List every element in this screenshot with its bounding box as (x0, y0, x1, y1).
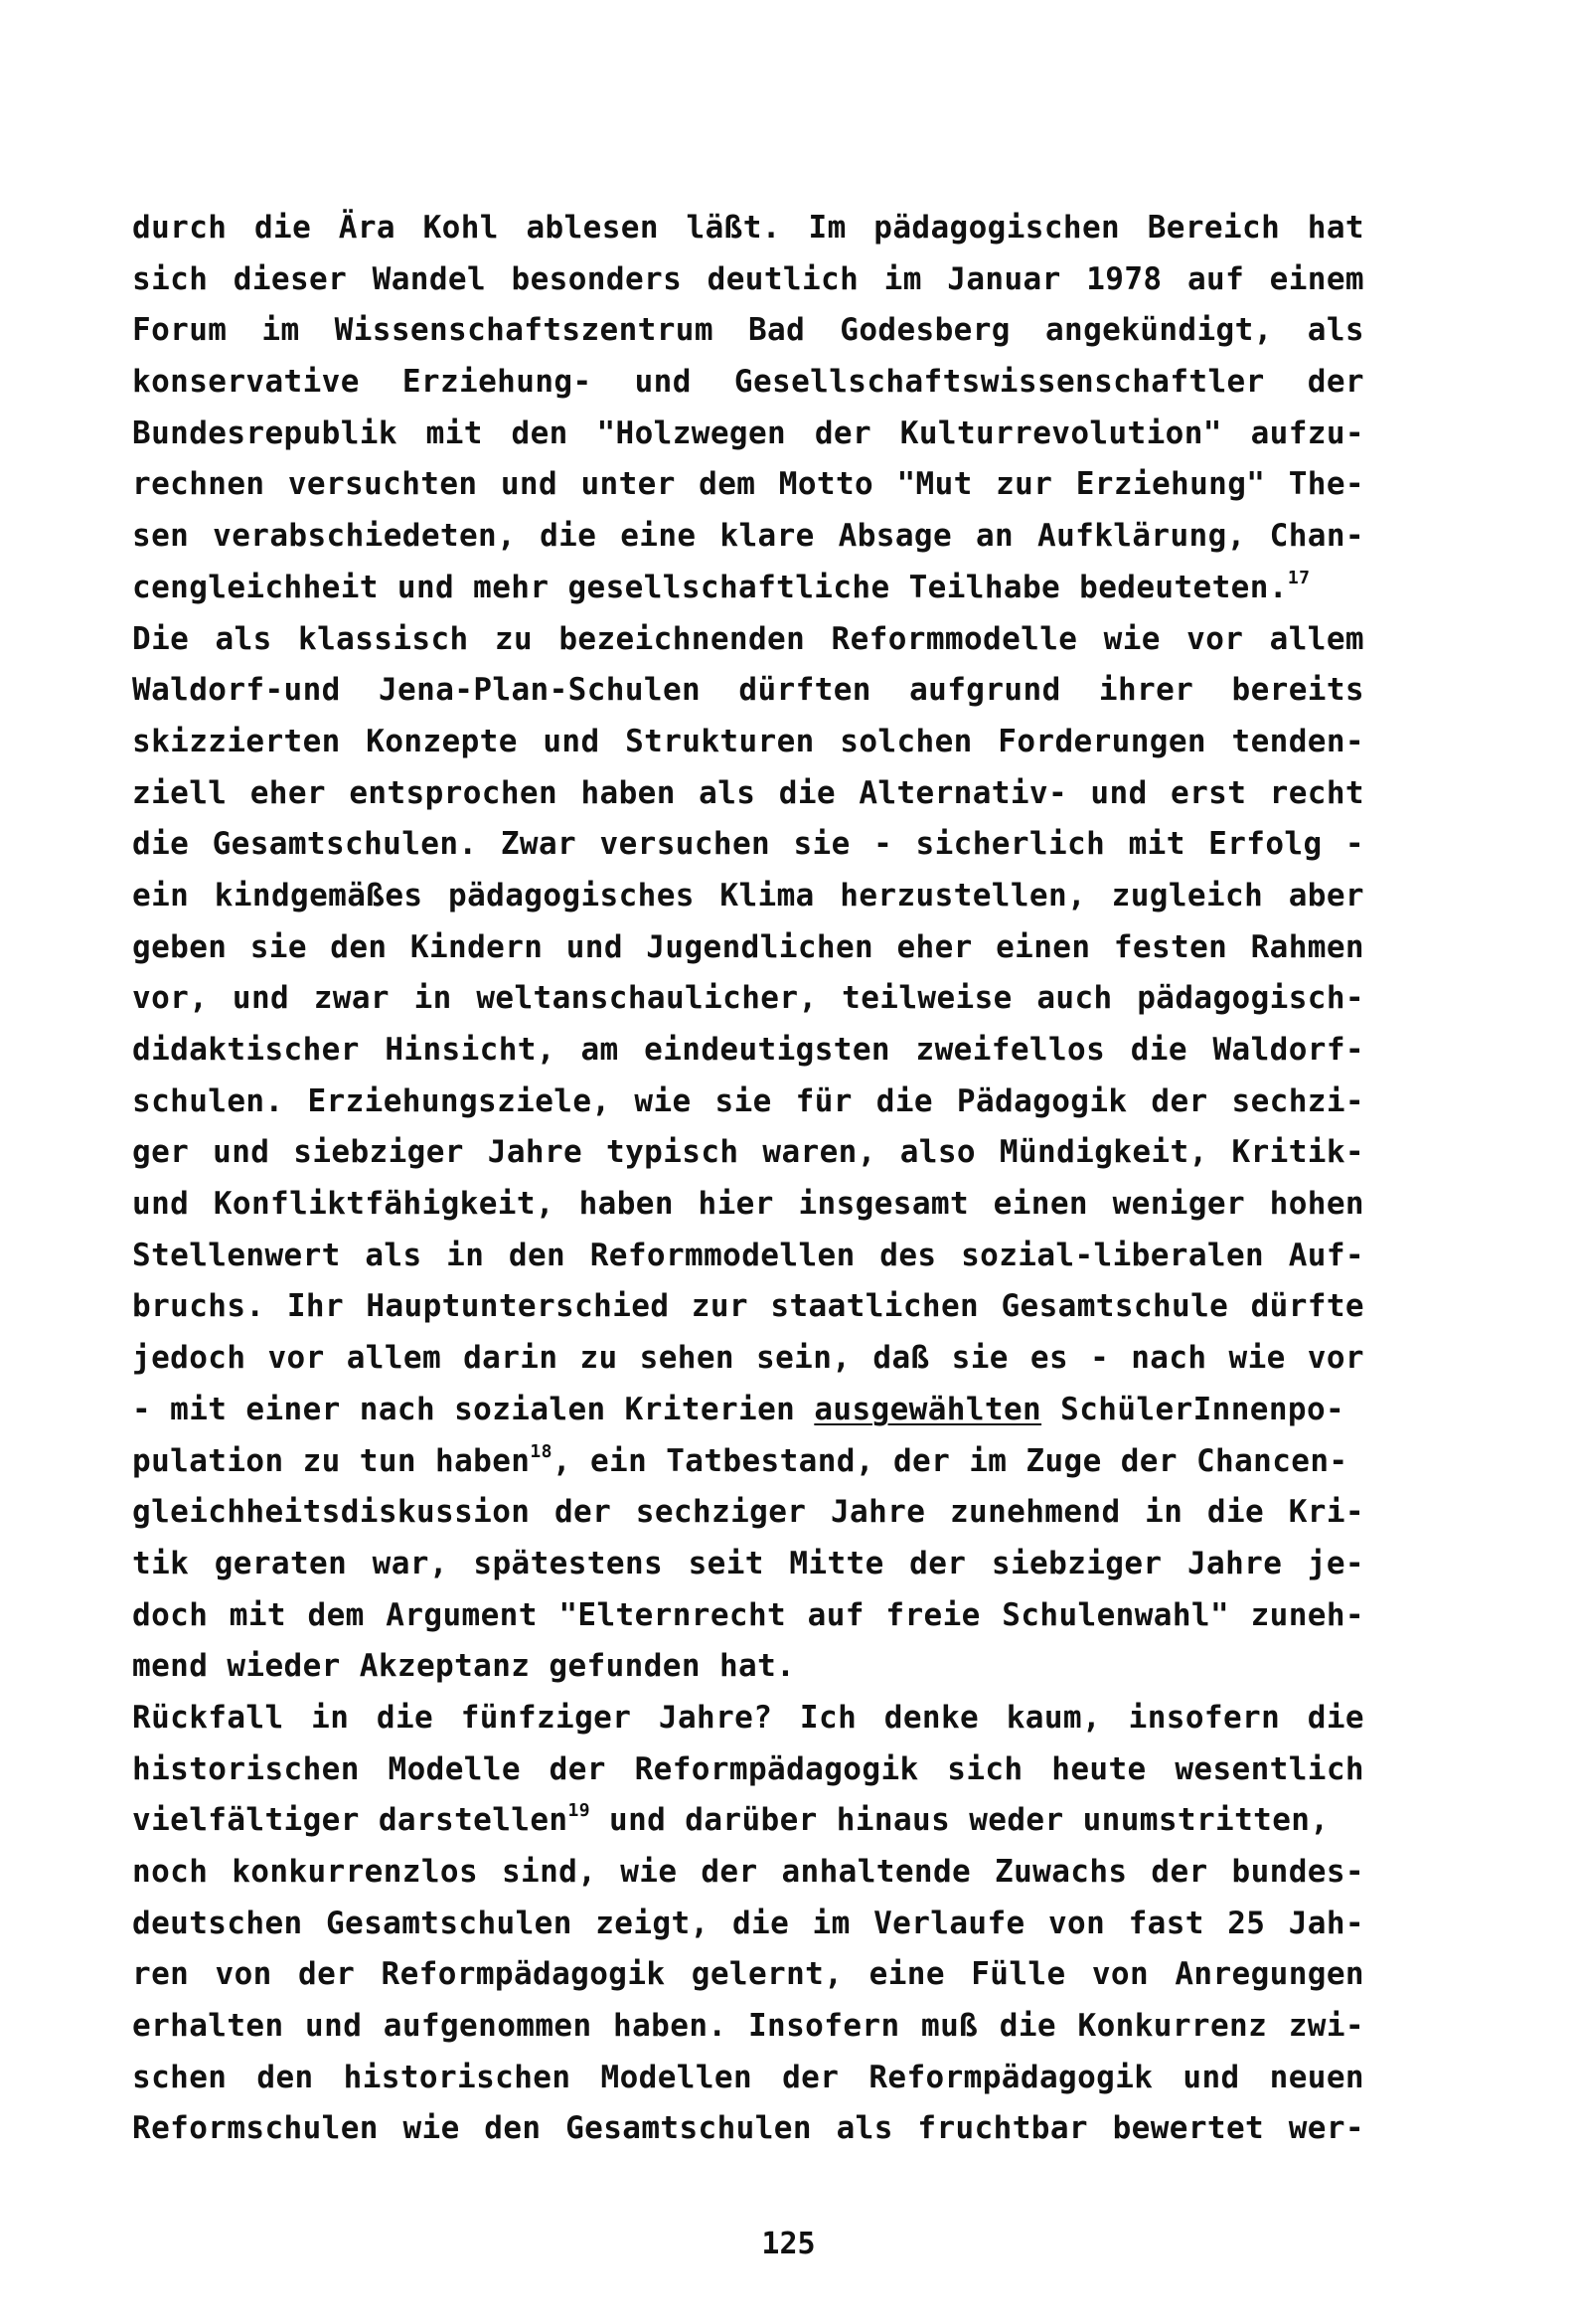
text-line-content: und darüber hinaus weder unumstritten, (589, 1802, 1330, 1839)
text-line: die Gesamtschulen. Zwar versuchen sie - sicherlich mit Erfolg - (132, 826, 1364, 863)
underlined-word: ausgewählten (814, 1391, 1042, 1427)
text-line: Die als klassisch zu bezeichnenden Reformmodelle wie vor allem (132, 620, 1364, 657)
text-line: ren von der Reformpädagogik gelernt, eine Fülle von Anregungen (132, 1956, 1364, 1993)
text-line: erhalten und aufgenommen haben. Insofern muß die Konkurrenz zwi- (132, 2008, 1364, 2045)
text-line: jedoch vor allem darin zu sehen sein, daß sie es - nach wie vor (132, 1340, 1364, 1377)
text-line: bruchs. Ihr Hauptunterschied zur staatlichen Gesamtschule dürfte (132, 1288, 1364, 1325)
body-text (132, 203, 1364, 2155)
text-line (132, 1385, 1364, 1436)
text-line: Rückfall in die fünfziger Jahre? Ich denke kaum, insofern die (132, 1699, 1364, 1736)
text-line: noch konkurrenzlos sind, wie der anhaltende Zuwachs der bundes- (132, 1854, 1364, 1890)
text-line: Stellenwert als in den Reformmodellen des sozial-liberalen Auf- (132, 1237, 1364, 1273)
text-line-content: cengleichheit und mehr gesellschaftliche Teilhabe bedeuteten. (132, 569, 1288, 605)
text-line: skizzierten Konzepte und Strukturen solchen Forderungen tenden- (132, 723, 1364, 759)
page-number: 125 (761, 2227, 816, 2261)
text-line: ziell eher entsprochen haben als die Alternativ- und erst recht (132, 774, 1364, 811)
text-line-content: - mit einer nach sozialen Kriterien (132, 1391, 796, 1427)
text-line: Bundesrepublik mit den "Holzwegen der Kulturrevolution" aufzu- (132, 415, 1364, 451)
text-line: durch die Ära Kohl ablesen läßt. Im pädagogischen Bereich hat (132, 210, 1364, 246)
footnote-marker: 18 (530, 1440, 552, 1462)
text-line: tik geraten war, spätestens seit Mitte der siebziger Jahre je- (132, 1545, 1364, 1581)
text-line: Waldorf-und Jena-Plan-Schulen dürften aufgrund ihrer bereits (132, 672, 1364, 709)
text-line: didaktischer Hinsicht, am eindeutigsten zweifellos die Waldorf- (132, 1032, 1364, 1068)
text-line: Forum im Wissenschaftszentrum Bad Godesberg angekündigt, als (132, 312, 1364, 349)
text-line (132, 563, 1364, 614)
text-line: konservative Erziehung- und Gesellschaftswissenschaftler der (132, 364, 1364, 401)
text-line: Reformschulen wie den Gesamtschulen als fruchtbar bewertet wer- (132, 2110, 1364, 2147)
text-line: gleichheitsdiskussion der sechziger Jahre zunehmend in die Kri- (132, 1494, 1364, 1531)
text-line: sich dieser Wandel besonders deutlich im Januar 1978 auf einem (132, 260, 1364, 297)
text-line: ger und siebziger Jahre typisch waren, also Mündigkeit, Kritik- (132, 1134, 1364, 1171)
footnote-marker: 17 (1287, 567, 1311, 588)
text-line-content: , ein Tatbestand, der im Zuge der Chancen- (552, 1442, 1348, 1479)
text-line: vor, und zwar in weltanschaulicher, teilweise auch pädagogisch- (132, 980, 1364, 1017)
text-line-content: vielfältiger darstellen (132, 1802, 568, 1839)
text-line: schulen. Erziehungsziele, wie sie für die Pädagogik der sechzi- (132, 1082, 1364, 1119)
text-line: rechnen versuchten und unter dem Motto "Mut zur Erziehung" The- (132, 466, 1364, 503)
text-line-content: SchülerInnenpo- (1041, 1391, 1345, 1427)
footnote-marker: 19 (567, 1800, 590, 1822)
text-line: doch mit dem Argument "Elternrecht auf freie Schulenwahl" zuneh- (132, 1596, 1364, 1633)
text-line-content: pulation zu tun haben (132, 1442, 531, 1479)
text-line (132, 1795, 1364, 1847)
text-line (132, 1436, 1364, 1488)
text-line: geben sie den Kindern und Jugendlichen eher einen festen Rahmen (132, 928, 1364, 965)
text-line: sen verabschiedeten, die eine klare Absage an Aufklärung, Chan- (132, 518, 1364, 555)
text-line: historischen Modelle der Reformpädagogik sich heute wesentlich (132, 1750, 1364, 1787)
text-line: schen den historischen Modellen der Reformpädagogik und neuen (132, 2059, 1364, 2095)
text-line: ein kindgemäßes pädagogisches Klima herzustellen, zugleich aber (132, 877, 1364, 913)
text-line: mend wieder Akzeptanz gefunden hat. (132, 1648, 796, 1685)
text-line: und Konfliktfähigkeit, haben hier insgesamt einen weniger hohen (132, 1186, 1364, 1223)
text-line: deutschen Gesamtschulen zeigt, die im Verlaufe von fast 25 Jah- (132, 1905, 1364, 1941)
